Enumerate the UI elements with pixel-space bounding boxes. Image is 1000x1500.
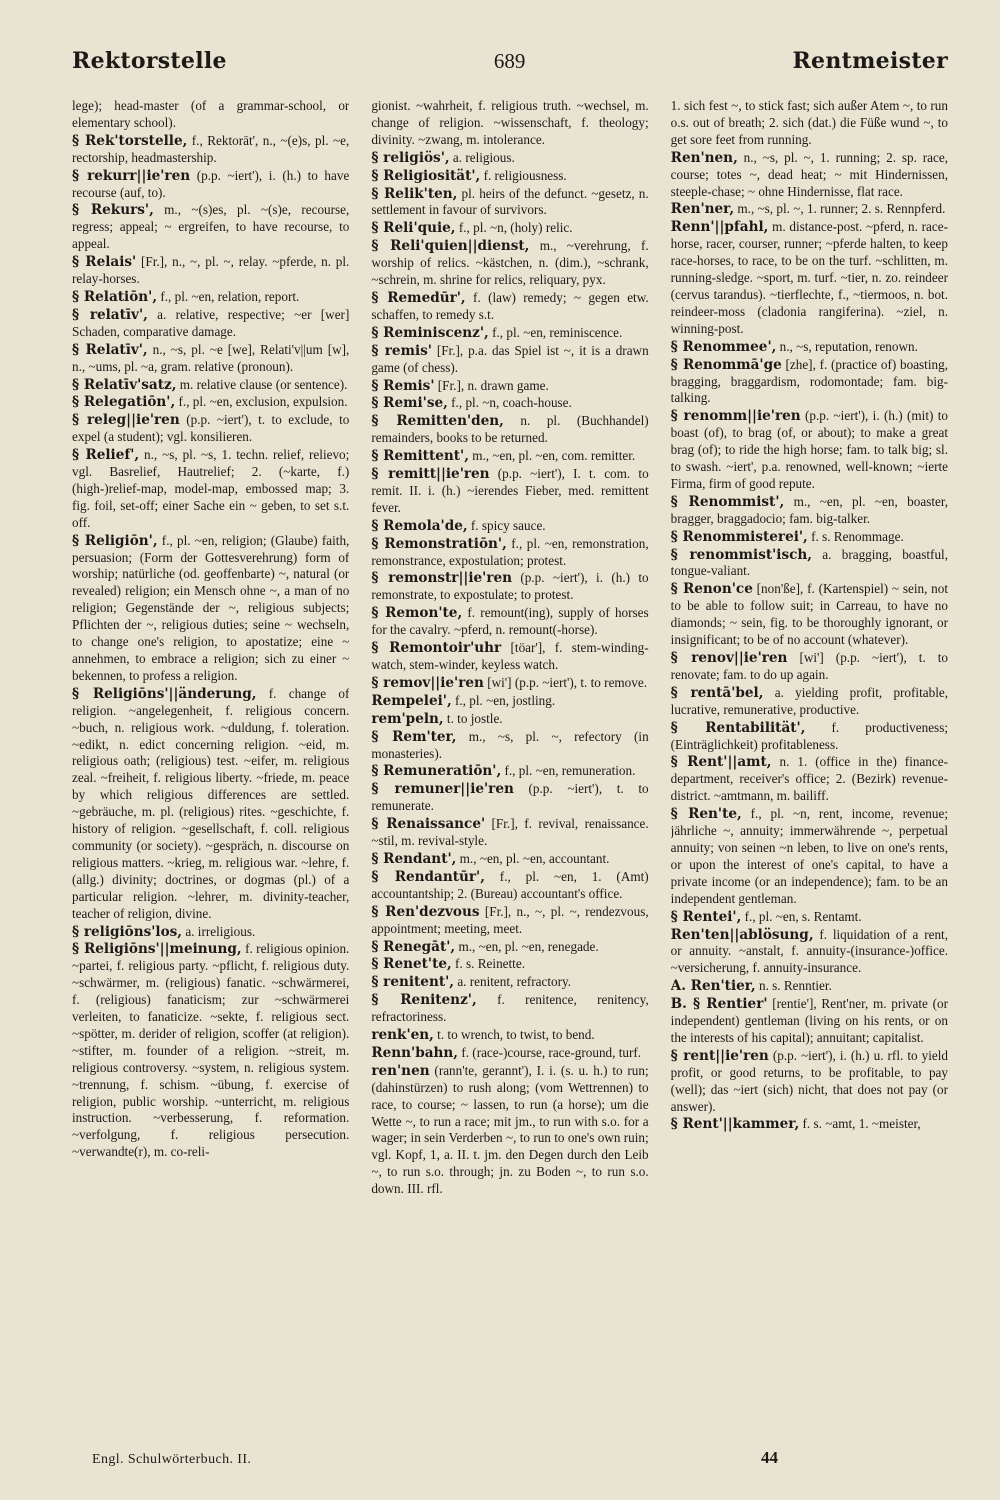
dictionary-entry bbox=[371, 220, 648, 237]
entry-headword: § religiōns'los, bbox=[72, 923, 183, 940]
entry-definition: f. spicy sauce. bbox=[470, 517, 546, 533]
dictionary-entry bbox=[72, 412, 349, 446]
entry-definition: a. religious. bbox=[452, 149, 515, 165]
dictionary-entry bbox=[671, 219, 948, 337]
entry-headword: § remitt||ie'ren bbox=[371, 466, 490, 483]
entry-definition: f., pl. ~n, rent, income, revenue; jährliche ~, annuity; immerwährende ~, perpetual annuity; von seinen ~n leben, to live on one's rents, or upon the interest of one's capital, to have a private income (or an independence); fam. to be an independent gentleman. bbox=[670, 806, 948, 906]
entry-headword: Ren'nen, bbox=[670, 149, 738, 166]
entry-definition: a. relative, respective; ~er [wer] Schaden, comparative damage. bbox=[72, 306, 350, 339]
entry-definition: [Fr.], f. revival, renaissance. ~stil, m. revival-style. bbox=[371, 816, 649, 849]
dictionary-entry bbox=[671, 685, 948, 719]
dictionary-entry bbox=[371, 343, 648, 377]
dictionary-entry bbox=[671, 529, 948, 546]
entry-headword: § Rekurs', bbox=[72, 202, 154, 219]
entry-definition: t. to wrench, to twist, to bend. bbox=[437, 1027, 595, 1043]
entry-definition: a. renitent, refractory. bbox=[457, 974, 572, 990]
entry-headword: rem'peln, bbox=[371, 710, 444, 727]
entry-headword: § Relais' bbox=[72, 254, 137, 271]
dictionary-entry bbox=[371, 98, 648, 149]
entry-headword: § Rent'||kammer, bbox=[670, 1116, 800, 1133]
entry-definition: f., pl. ~en, 1. (Amt) accountantship; 2. (Bureau) accountant's office. bbox=[371, 868, 649, 901]
dictionary-entry bbox=[371, 605, 648, 639]
column-3 bbox=[671, 98, 948, 1418]
entry-headword: § relatīv', bbox=[72, 306, 148, 323]
entry-headword: § Remon'te, bbox=[371, 605, 463, 622]
entry-definition: n. 1. (office in the) finance-department, receiver's office; 2. (Bezirk) revenue-district. ~amtmann, m. bailiff. bbox=[670, 754, 948, 804]
entry-headword: § Rem'ter, bbox=[371, 728, 457, 745]
dictionary-entry bbox=[671, 357, 948, 408]
entry-definition: m., ~verehrung, f. worship of relics. ~kästchen, n. (dim.), ~schrank, ~schrein, m. shrine for relics, reliquary, pyx. bbox=[371, 238, 649, 288]
entry-headword: § Renommisterei', bbox=[670, 528, 808, 545]
dictionary-entry bbox=[671, 720, 948, 754]
entry-headword: § Reli'quien||dienst, bbox=[371, 238, 530, 255]
entry-headword: Renn'bahn, bbox=[371, 1044, 459, 1061]
entry-headword: § Remi'se, bbox=[371, 395, 448, 412]
entry-headword: § Ren'dezvous bbox=[371, 903, 480, 920]
dictionary-entry bbox=[371, 395, 648, 412]
entry-headword: § Renommee', bbox=[670, 338, 777, 355]
entry-definition: lege); head-master (of a grammar-school, or elementary school). bbox=[72, 98, 350, 130]
entry-headword: § remonstr||ie'ren bbox=[371, 570, 513, 587]
dictionary-entry bbox=[371, 711, 648, 728]
entry-headword: § Rek'torstelle, bbox=[72, 132, 188, 149]
entry-definition: f. s. ~amt, 1. ~meister, bbox=[802, 1116, 921, 1132]
entry-definition: n., ~s, pl. ~, 1. running; 2. sp. race, course; totes ~, dead heat; ~ mit Hindernissen, steeple-chase; ~ ohne Hindernisse, flat race. bbox=[670, 149, 948, 199]
entry-definition: [zhe], f. (practice of) boasting, bragging, braggardism, rodomontade; fam. big-talking. bbox=[670, 356, 948, 406]
dictionary-entry bbox=[371, 781, 648, 815]
entry-headword: § Reminiscenz', bbox=[371, 324, 489, 341]
entry-definition: f., pl. ~en, s. Rentamt. bbox=[744, 908, 862, 924]
entry-headword: § Renommā'ge bbox=[670, 356, 782, 373]
dictionary-entry bbox=[72, 924, 349, 941]
entry-definition: m., ~en, pl. ~en, renegade. bbox=[458, 938, 599, 954]
dictionary-entry bbox=[671, 339, 948, 356]
entry-definition: [Fr.], p.a. das Spiel ist ~, it is a drawn game (of chess). bbox=[371, 342, 649, 375]
entry-definition: [rentie'], Rent'ner, m. private (or independent) gentleman (living on his rents, or on the interests of his capital); annuitant; capitalist. bbox=[670, 996, 948, 1045]
entry-headword: § rent||ie'ren bbox=[670, 1047, 769, 1064]
entry-headword: § Relatiōn', bbox=[72, 288, 158, 305]
entry-definition: f. religiousness. bbox=[483, 167, 567, 183]
entry-definition: m. distance-post. ~pferd, n. race-horse, racer, courser, runner; ~pferde halten, to keep race-horses, to race, to be on the turf. ~schlitten, m. running-sledge. ~sport, m. turf. ~tier, n. zo. reindeer (cervus tarandus). ~tierflechte, f., ~tiermoos, n. bot. reindeer-moss (cladonia rangiferina). ~ziel, n. winning-post. bbox=[670, 219, 948, 336]
entry-definition: [Fr.], n., ~, pl. ~, relay. ~pferde, n. pl. relay-horses. bbox=[72, 254, 350, 287]
dictionary-entry bbox=[671, 909, 948, 926]
entry-definition: [non'ße], f. (Kartenspiel) ~ sein, not to be able to follow suit; in Carreau, to have no diamonds; ~ sein, fig. to be thoroughly ignorant, or insignificant; to be of no account (whatever). bbox=[670, 581, 948, 648]
entry-definition: m., ~en, pl. ~en, accountant. bbox=[459, 850, 610, 866]
entry-definition: f. change of religion. ~angelegenheit, f. religious concern. ~buch, n. religious work. ~duldung, f. toleration. ~edikt, n. edict concerning religion. ~eid, m. religious oath; (religious) test. ~eifer, m. religious zeal. ~freiheit, f. religious liberty. ~friede, m. peace by which religious differences are settled. ~gebräuche, m. pl. (religious) rites. ~geschichte, f. history of religion. ~gesellschaft, f. coll. religious community (or society). ~gespräch, n. discourse on religious matters. ~krieg, m. religious war. ~lehre, f. (allg.) divinity; doctrines, or dogmas (pl.) of a particular religion. ~lehrer, m. divinity-teacher, teacher of religion, divine. bbox=[72, 685, 350, 921]
entry-definition: f. (law) remedy; ~ gegen etw. schaffen, to remedy s.t. bbox=[371, 289, 649, 322]
entry-headword: § Renaissance' bbox=[371, 816, 486, 833]
dictionary-entry bbox=[371, 956, 648, 973]
entry-headword: § Relatīv'satz, bbox=[72, 376, 177, 393]
entry-headword: § Remuneratiōn', bbox=[371, 763, 502, 780]
entry-definition: m., ~en, pl. ~en, boaster, bragger, braggadocio; fam. big-talker. bbox=[670, 493, 948, 526]
entry-headword: § Remontoir'uhr bbox=[371, 640, 502, 657]
entry-headword: § Renommist', bbox=[670, 493, 785, 510]
dictionary-entry bbox=[72, 342, 349, 376]
dictionary-entry bbox=[371, 992, 648, 1026]
entry-headword: A. Ren'tier, bbox=[670, 978, 756, 995]
dictionary-entry bbox=[371, 186, 648, 220]
entry-headword: § Renet'te, bbox=[371, 956, 452, 973]
entry-headword: § Religiōns'||meinung, bbox=[72, 941, 242, 958]
dictionary-entry bbox=[371, 1063, 648, 1198]
dictionary-entry bbox=[72, 307, 349, 341]
dictionary-entry bbox=[371, 378, 648, 395]
entry-headword: § Rendant', bbox=[371, 850, 457, 867]
entry-headword: § Renitenz', bbox=[371, 992, 477, 1009]
dictionary-entry bbox=[72, 686, 349, 923]
dictionary-entry bbox=[371, 640, 648, 674]
entry-definition: f. s. Reinette. bbox=[455, 956, 525, 972]
entry-headword: § Remonstratiōn', bbox=[371, 535, 507, 552]
dictionary-entry bbox=[371, 904, 648, 938]
entry-definition: f. religious opinion. ~partei, f. religious party. ~pflicht, f. religious duty. ~schwärmer, m. (religious) fanatic. ~schwärmerei, f. (religious) fanaticism; zur ~schwärmerei verleiten, to fanaticize. ~sekte, f. religious sect. ~spötter, m. derider of religion, scoffer (at religion). ~stifter, m. founder of a religion. ~streit, m. religious controversy. ~system, n. religious system. ~trennung, f. schism. ~übung, f. exercise of religion, public worship. ~unterricht, m. religious instruction. ~verbesserung, f. reformation. ~verfolgung, f. religious persecution. ~verwandte(r), m. co-reli- bbox=[72, 941, 350, 1160]
entry-definition: m., ~s, pl. ~, refectory (in monasteries). bbox=[371, 728, 649, 761]
entry-definition: f., pl. ~en, relation, report. bbox=[160, 288, 300, 304]
dictionary-entry bbox=[371, 168, 648, 185]
dictionary-entry bbox=[671, 408, 948, 493]
column-1 bbox=[72, 98, 349, 1418]
right-guide-word: Rentmeister bbox=[792, 48, 948, 74]
entry-headword: § releg||ie'ren bbox=[72, 412, 180, 429]
dictionary-entry bbox=[72, 394, 349, 411]
entry-headword: § Relik'ten, bbox=[371, 185, 458, 202]
entry-definition: [Fr.], n. drawn game. bbox=[437, 377, 549, 393]
entry-definition: t. to jostle. bbox=[446, 710, 503, 726]
dictionary-entry bbox=[671, 754, 948, 805]
dictionary-entry bbox=[72, 168, 349, 202]
entry-definition: f., pl. ~en, remonstration, remonstrance, expostulation; protest. bbox=[371, 535, 649, 568]
dictionary-entry bbox=[72, 202, 349, 253]
entry-headword: § remuner||ie'ren bbox=[371, 781, 514, 798]
entry-definition: n. s. Renntier. bbox=[758, 978, 832, 994]
dictionary-entry bbox=[371, 675, 648, 692]
dictionary-entry bbox=[371, 413, 648, 447]
entry-headword: ren'nen bbox=[371, 1062, 430, 1079]
dictionary-entry bbox=[671, 547, 948, 581]
entry-headword: § Religiōn', bbox=[72, 532, 158, 549]
entry-definition: f., pl. ~en, remuneration. bbox=[504, 763, 636, 779]
dictionary-entry bbox=[671, 650, 948, 684]
dictionary-entry bbox=[671, 494, 948, 528]
entry-headword: Renn'||pfahl, bbox=[670, 219, 769, 236]
entry-headword: § Remola'de, bbox=[371, 517, 468, 534]
dictionary-entry bbox=[72, 254, 349, 288]
entry-headword: § renomm||ie'ren bbox=[670, 408, 801, 425]
dictionary-entry bbox=[371, 869, 648, 903]
entry-definition: f., pl. ~en, reminiscence. bbox=[492, 324, 623, 340]
entry-definition: f., Rektorāt', n., ~(e)s, pl. ~e, rectorship, headmastership. bbox=[72, 132, 350, 165]
entry-headword: § Rentei', bbox=[670, 908, 742, 925]
entry-definition: f., pl. ~en, jostling. bbox=[454, 692, 556, 708]
entry-definition: n. pl. (Buchhandel) remainders, books to be returned. bbox=[371, 413, 649, 446]
entry-headword: § Rendantūr', bbox=[371, 868, 485, 885]
entry-definition: [Fr.], n., ~, pl. ~, rendezvous, appointment; meeting, meet. bbox=[371, 903, 649, 936]
dictionary-entry bbox=[671, 996, 948, 1047]
dictionary-entry bbox=[371, 536, 648, 570]
page-number: 689 bbox=[493, 49, 526, 73]
entry-headword: § renommist'isch, bbox=[670, 546, 812, 563]
dictionary-entry bbox=[371, 150, 648, 167]
entry-headword: § Rent'||amt, bbox=[670, 754, 772, 771]
entry-headword: § Relatīv', bbox=[72, 341, 148, 358]
entry-headword: § Religiosität', bbox=[371, 167, 481, 184]
page-footer bbox=[72, 1448, 948, 1468]
dictionary-entry bbox=[72, 98, 349, 132]
dictionary-entry bbox=[671, 581, 948, 649]
dictionary-entry bbox=[671, 1048, 948, 1116]
columns bbox=[72, 98, 948, 1418]
signature-mark: 44 bbox=[761, 1448, 778, 1467]
dictionary-entry bbox=[371, 1045, 648, 1062]
dictionary-entry bbox=[72, 133, 349, 167]
entry-definition: f. renitence, renitency, refractoriness. bbox=[371, 992, 649, 1025]
entry-headword: § Remittent', bbox=[371, 448, 469, 465]
entry-headword: § Rentabilität', bbox=[670, 719, 806, 736]
imprint: Engl. Schulwörterbuch. II. bbox=[92, 1452, 252, 1467]
entry-definition: (p.p. ~iert'), i. (h.) to have recourse (auf, to). bbox=[72, 167, 350, 200]
dictionary-entry bbox=[671, 98, 948, 149]
dictionary-entry bbox=[671, 806, 948, 907]
entry-definition: a. bragging, boastful, tongue-valiant. bbox=[670, 546, 948, 579]
dictionary-entry bbox=[371, 729, 648, 763]
entry-definition: f., pl. ~n, (holy) relic. bbox=[458, 220, 573, 236]
entry-headword: § Renon'ce bbox=[670, 581, 753, 598]
entry-headword: § rekurr||ie'ren bbox=[72, 167, 191, 184]
entry-definition: [töar'], f. stem-winding-watch, stem-winder, keyless watch. bbox=[371, 640, 649, 672]
entry-definition: n., ~s, pl. ~s, 1. techn. relief, relievo; vgl. Basrelief, Hautrelief; 2. (~karte, f.) (high-)relief-map, model-map, embossed map; 3. fig. foil, set-off; einer Sache ein ~ geben, to set s.t. off. bbox=[72, 447, 350, 530]
entry-headword: § Reli'quie, bbox=[371, 220, 456, 237]
dictionary-entry bbox=[371, 851, 648, 868]
entry-definition: (p.p. ~iert'), i. (h.) to remonstrate, to expostulate; to protest. bbox=[371, 570, 649, 603]
entry-headword: Ren'ten||ablösung, bbox=[670, 926, 814, 943]
dictionary-entry bbox=[371, 939, 648, 956]
entry-headword: renk'en, bbox=[371, 1027, 434, 1044]
entry-headword: § remis' bbox=[371, 342, 432, 359]
entry-definition: m. relative clause (or sentence). bbox=[179, 376, 348, 392]
entry-headword: § Relief', bbox=[72, 447, 140, 464]
entry-definition: (p.p. ~iert'), t. to exclude, to expel (a student); vgl. konsilieren. bbox=[72, 412, 350, 445]
entry-definition: 1. sich fest ~, to stick fast; sich außer Atem ~, to run o.s. out of breath; 2. sich (dat.) die Füße wund ~, to get sore feet from running. bbox=[670, 98, 948, 147]
dictionary-entry bbox=[72, 941, 349, 1161]
entry-definition: (p.p. ~iert'), i. (h.) (mit) to boast (of), to brag (of, or about); to make a great brag (of); to ride the high horse; fam. to talk big; sl. to swash. ~iert', p.a. renowned, well-known; ~ierte Firma, firm of good repute. bbox=[670, 408, 948, 491]
entry-definition: a. yielding profit, profitable, lucrative, remunerative, productive. bbox=[670, 684, 948, 717]
entry-definition: a. irreligious. bbox=[185, 923, 256, 939]
dictionary-entry bbox=[371, 1027, 648, 1044]
entry-definition: m., ~en, pl. ~en, com. remitter. bbox=[472, 448, 636, 464]
entry-headword: § Remis' bbox=[371, 377, 435, 394]
entry-headword: § Religiōns'||änderung, bbox=[72, 685, 257, 702]
dictionary-entry bbox=[371, 448, 648, 465]
dictionary-entry bbox=[671, 150, 948, 201]
dictionary-entry bbox=[371, 816, 648, 850]
entry-headword: § Remedūr', bbox=[371, 289, 466, 306]
entry-headword: Rempelei', bbox=[371, 692, 452, 709]
dictionary-entry bbox=[371, 466, 648, 517]
entry-headword: Ren'ner, bbox=[670, 201, 735, 218]
entry-definition: f., pl. ~en, religion; (Glaube) faith, persuasion; (Form der Gottesverehrung) form of worship; natürliche (od. geoffenbarte) ~, natural (or revealed) religion; ein Mensch ohne ~, a man of no religion; Gegenstände der ~, religious subjects; Pflichten der ~, religious duties; seine ~ wechseln, to change one's religion, to apostatize; eine ~ annehmen, to embrace a religion; sich zu einer ~ bekennen, to profess a religion. bbox=[72, 532, 350, 683]
entry-headword: § renov||ie'ren bbox=[670, 650, 788, 666]
entry-headword: § Relegatiōn', bbox=[72, 394, 176, 411]
dictionary-entry bbox=[371, 238, 648, 289]
dictionary-entry bbox=[371, 693, 648, 710]
entry-definition: f. remount(ing), supply of horses for the cavalry. ~pferd, n. remount(-horse). bbox=[371, 605, 649, 638]
entry-definition: f. s. Renommage. bbox=[811, 528, 904, 544]
dictionary-entry bbox=[72, 533, 349, 685]
entry-headword: § Ren'te, bbox=[670, 806, 742, 823]
entry-definition: m., ~s, pl. ~, 1. runner; 2. s. Rennpferd. bbox=[737, 201, 946, 217]
dictionary-entry bbox=[671, 927, 948, 978]
entry-definition: f., pl. ~en, exclusion, expulsion. bbox=[178, 394, 348, 410]
entry-definition: f. liquidation of a rent, or annuity. ~anstalt, f. annuity-(insurance-)office. ~versicherung, f. annuity-insurance. bbox=[670, 926, 948, 976]
dictionary-entry bbox=[371, 974, 648, 991]
entry-definition: (p.p. ~iert'), t. to remunerate. bbox=[371, 781, 649, 814]
entry-definition: gionist. ~wahrheit, f. religious truth. ~wechsel, m. change of religion. ~wissenschaft, f. theology; divinity. ~zwang, m. intolerance. bbox=[371, 98, 649, 147]
dictionary-entry bbox=[72, 377, 349, 394]
dictionary-entry bbox=[371, 570, 648, 604]
column-2 bbox=[371, 98, 648, 1418]
dictionary-entry bbox=[371, 763, 648, 780]
entry-definition: pl. heirs of the defunct. ~gesetz, n. settlement in favour of survivors. bbox=[371, 185, 649, 218]
entry-definition: f. productiveness; (Einträglichkeit) profitableness. bbox=[670, 719, 948, 752]
entry-headword: § rentā'bel, bbox=[670, 684, 764, 701]
entry-definition: (p.p. ~iert'), I. t. com. to remit. II. i. (h.) ~ierendes Fieber, med. remittent fever. bbox=[371, 466, 649, 515]
dictionary-entry bbox=[371, 325, 648, 342]
entry-definition: f. (race-)course, race-ground, turf. bbox=[461, 1044, 642, 1060]
entry-definition: f., pl. ~n, coach-house. bbox=[451, 395, 572, 411]
dictionary-entry bbox=[72, 289, 349, 306]
dictionary-entry bbox=[671, 978, 948, 995]
entry-definition: m., ~(s)es, pl. ~(s)e, recourse, regress; appeal; ~ ergreifen, to have recourse, to appeal. bbox=[72, 202, 350, 252]
entry-headword: § remov||ie'ren bbox=[371, 674, 484, 691]
left-guide-word: Rektorstelle bbox=[72, 48, 227, 74]
entry-definition: [wi'] (p.p. ~iert'), t. to renovate; fam. to do up again. bbox=[670, 650, 948, 682]
entry-definition: [wi'] (p.p. ~iert'), t. to remove. bbox=[487, 674, 648, 690]
entry-definition: (p.p. ~iert'), i. (h.) u. rfl. to yield profit, or good returns, to be profitable, to pay (well); das ~iert (sich) nicht, that does not pay (or answer). bbox=[670, 1047, 948, 1114]
dictionary-entry bbox=[371, 518, 648, 535]
entry-headword: § renitent', bbox=[371, 974, 455, 991]
dictionary-entry bbox=[671, 1116, 948, 1133]
entry-definition: n., ~s, reputation, renown. bbox=[779, 338, 918, 354]
entry-headword: § Remitten'den, bbox=[371, 413, 504, 430]
dictionary-entry bbox=[371, 290, 648, 324]
entry-headword: B. § Rentier' bbox=[670, 996, 768, 1013]
entry-definition: n., ~s, pl. ~e [we], Relati'v||um [w], n., ~ums, pl. ~a, gram. relative (pronoun). bbox=[72, 341, 350, 374]
entry-headword: § Renegāt', bbox=[371, 938, 456, 955]
dictionary-entry bbox=[72, 447, 349, 532]
dictionary-entry bbox=[671, 201, 948, 218]
entry-definition: (rann'te, gerannt'), I. i. (s. u. h.) to run; (dahinstürzen) to rush along; (vom Wettrennen) to race, to course; ~ lassen, to run (a horse); um die Wette ~, to run a race; mit jm., to run with s.o. for a wager; in sein Verderben ~, to run to one's own ruin; vgl. Kopf, 1, a. II. t. jm. den Degen durch den Leib ~, to run s.o. through; jn. zu Boden ~, to run s.o. down. III. rfl. bbox=[371, 1062, 649, 1197]
running-header bbox=[72, 48, 948, 94]
entry-headword: § religiös', bbox=[371, 149, 450, 166]
